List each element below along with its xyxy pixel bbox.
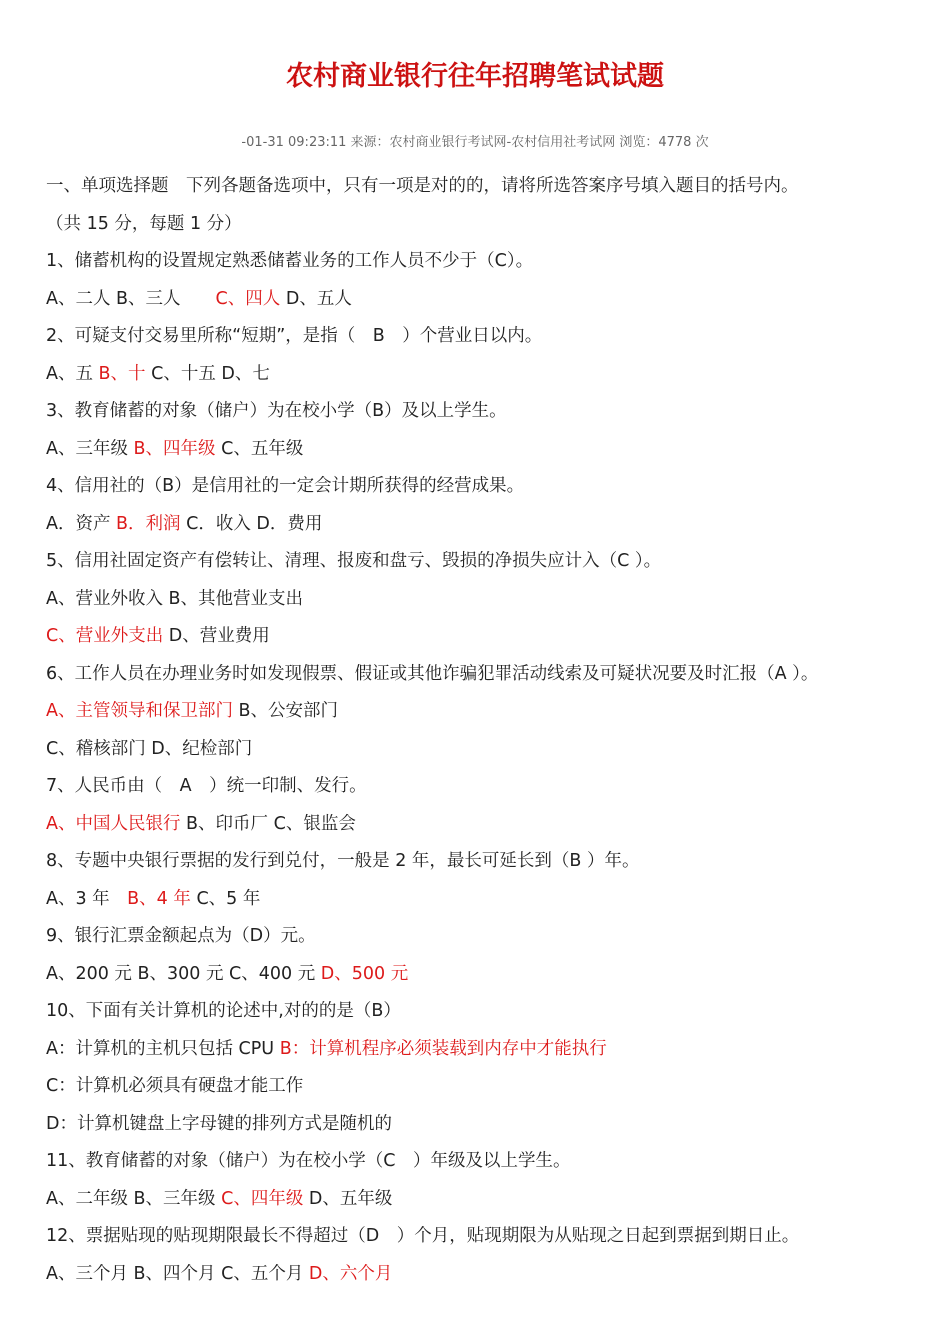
- text-line: [46, 509, 926, 547]
- text-segment: C、稽核部门 D、纪检部门: [46, 738, 253, 759]
- text-line: [46, 996, 926, 1034]
- text-line: [46, 921, 926, 959]
- answer-highlight: A、主管领导和保卫部门: [46, 701, 233, 721]
- answer-highlight: C、四年级: [221, 1188, 304, 1209]
- article-meta: -01-31 09:23:11 来源：农村商业银行考试网-农村信用社考试网 浏览：4778 次: [241, 135, 709, 150]
- text-line: [46, 621, 926, 659]
- text-segment: 5、信用社固定资产有偿转让、清理、报废和盘亏、毁损的净损失应计入（C ）。: [46, 551, 662, 571]
- text-line: [46, 884, 926, 922]
- text-segment: 2、可疑支付交易里所称“短期”，是指（ B ）个营业日以内。: [46, 326, 543, 346]
- text-segment: C、5 年: [190, 888, 261, 909]
- text-segment: C、五年级: [215, 438, 304, 459]
- text-line: [46, 284, 926, 322]
- text-line: [46, 1221, 926, 1259]
- text-segment: 9、银行汇票金额起点为（D）元。: [46, 926, 316, 946]
- text-segment: A、二年级 B、三年级: [46, 1188, 222, 1209]
- text-line: [46, 171, 926, 209]
- text-line: [46, 1259, 926, 1297]
- text-segment: A、二人 B、三人: [46, 288, 216, 309]
- text-line: [46, 846, 926, 884]
- answer-highlight: D、500 元: [320, 963, 409, 984]
- answer-highlight: B、十: [98, 363, 146, 384]
- answer-highlight: D、六个月: [308, 1263, 393, 1284]
- text-line: [46, 321, 926, 359]
- text-segment: A、3 年: [46, 888, 128, 909]
- text-line: [46, 584, 926, 622]
- text-segment: B、公安部门: [232, 701, 339, 721]
- text-segment: A、营业外收入 B、其他营业支出: [46, 588, 304, 609]
- text-line: [46, 546, 926, 584]
- answer-highlight: B．利润: [116, 513, 181, 534]
- text-line: [46, 359, 926, 397]
- text-segment: 一、单项选择题 下列各题备选项中，只有一项是对的的，请将所选答案序号填入题目的括号内。: [46, 176, 799, 196]
- text-segment: （共 15 分，每题 1 分）: [46, 213, 242, 234]
- text-line: [46, 734, 926, 772]
- text-segment: C．收入 D．费用: [180, 513, 323, 534]
- text-segment: C、十五 D、七: [145, 363, 270, 384]
- text-segment: A、三个月 B、四个月 C、五个月: [46, 1263, 309, 1284]
- text-segment: D、营业费用: [163, 626, 270, 646]
- text-segment: A、五: [46, 363, 99, 384]
- text-segment: A．资产: [46, 513, 117, 534]
- text-line: [46, 1146, 926, 1184]
- text-segment: 6、工作人员在办理业务时如发现假票、假证或其他诈骗犯罪活动线索及可疑状况要及时汇报（A ）。: [46, 663, 819, 684]
- answer-highlight: C、营业外支出: [46, 626, 164, 646]
- text-segment: C：计算机必须具有硬盘才能工作: [46, 1076, 304, 1096]
- text-segment: A、三年级: [46, 438, 134, 459]
- text-segment: A、200 元 B、300 元 C、400 元: [46, 963, 321, 984]
- question-list: [46, 171, 926, 1296]
- text-segment: D、五年级: [303, 1188, 393, 1209]
- text-line: [46, 959, 926, 997]
- answer-highlight: B、四年级: [133, 438, 216, 459]
- text-segment: 11、教育储蓄的对象（储户）为在校小学（C ）年级及以上学生。: [46, 1151, 571, 1171]
- page-title: 农村商业银行往年招聘笔试试题: [286, 61, 664, 92]
- text-segment: 4、信用社的（B）是信用社的一定会计期所获得的经营成果。: [46, 476, 525, 496]
- text-line: [46, 1109, 926, 1147]
- text-line: [46, 1184, 926, 1222]
- text-line: [46, 659, 926, 697]
- text-segment: 7、人民币由（ A ）统一印制、发行。: [46, 776, 367, 796]
- text-line: [46, 771, 926, 809]
- text-line: [46, 809, 926, 847]
- text-segment: 8、专题中央银行票据的发行到兑付，一般是 2 年，最长可延长到（B ）年。: [46, 851, 640, 871]
- text-segment: D、五人: [280, 288, 352, 309]
- answer-highlight: B：计算机程序必须装载到内存中才能执行: [279, 1038, 607, 1059]
- text-segment: 3、教育储蓄的对象（储户）为在校小学（B）及以上学生。: [46, 401, 507, 421]
- text-line: [46, 434, 926, 472]
- text-line: [46, 246, 926, 284]
- text-segment: 10、下面有关计算机的论述中,对的的是（B）: [46, 1001, 401, 1021]
- answer-highlight: B、4 年: [127, 888, 191, 909]
- text-line: [46, 696, 926, 734]
- text-segment: D：计算机键盘上字母键的排列方式是随机的: [46, 1113, 392, 1134]
- text-line: [46, 1034, 926, 1072]
- answer-highlight: C、四人: [215, 288, 281, 309]
- answer-highlight: A、中国人民银行: [46, 813, 181, 834]
- text-segment: A：计算机的主机只包括 CPU: [46, 1038, 280, 1059]
- text-segment: 1、储蓄机构的设置规定熟悉储蓄业务的工作人员不少于（C）。: [46, 251, 534, 271]
- text-line: [46, 209, 926, 247]
- text-line: [46, 471, 926, 509]
- text-segment: B、印币厂 C、银监会: [180, 813, 356, 834]
- text-segment: 12、票据贴现的贴现期限最长不得超过（D ）个月，贴现期限为从贴现之日起到票据到期日止。: [46, 1226, 800, 1246]
- text-line: [46, 1071, 926, 1109]
- text-line: [46, 396, 926, 434]
